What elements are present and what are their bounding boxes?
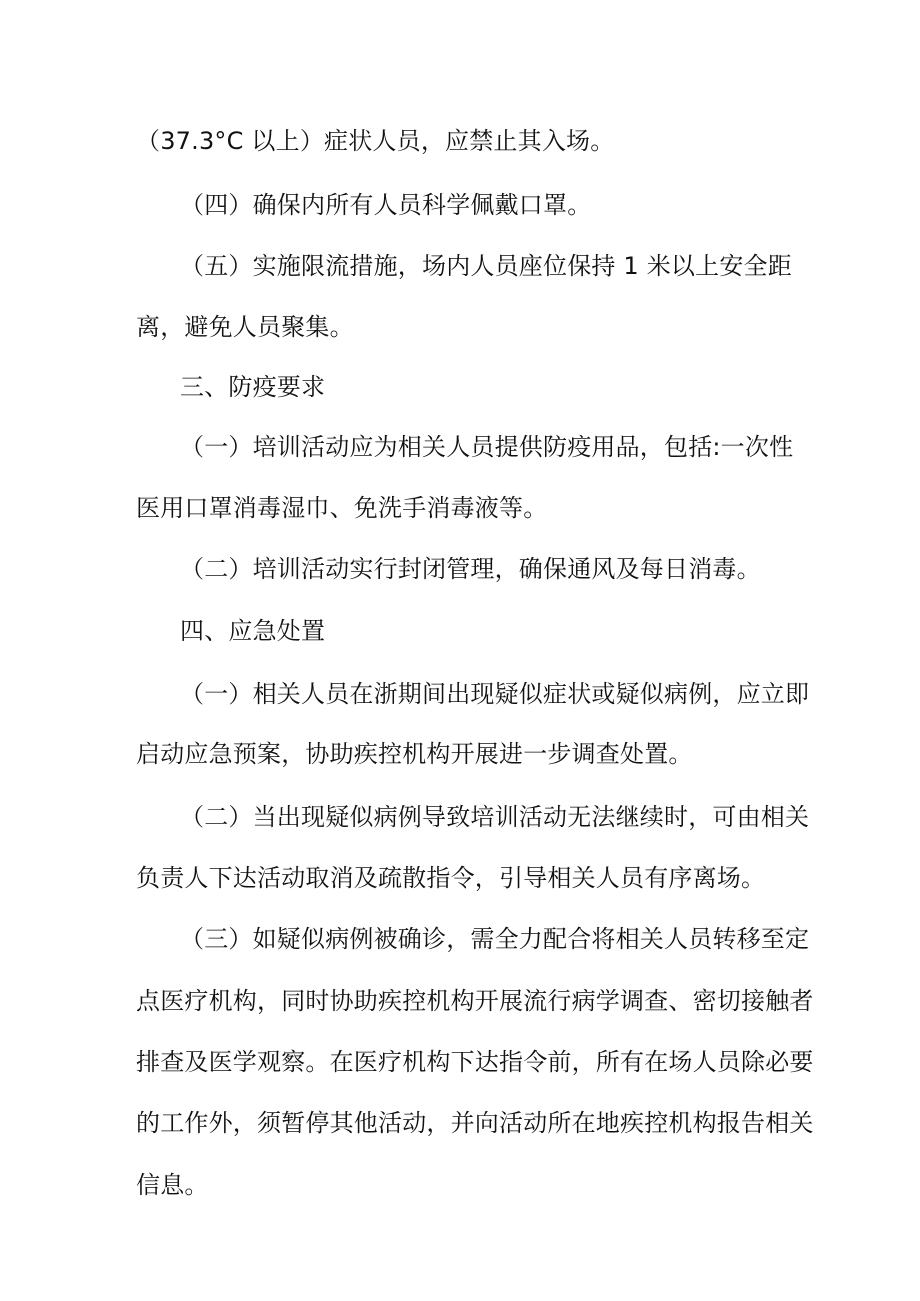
paragraph-line: （五）实施限流措施，场内人员座位保持 1 米以上安全距	[180, 252, 792, 280]
paragraph-line: （四）确保内所有人员科学佩戴口罩。	[180, 191, 592, 219]
paragraph-line: 排查及医学观察。在医疗机构下达指令前，所有在场人员除必要	[136, 1048, 814, 1076]
paragraph-line: 的工作外，须暂停其他活动，并向活动所在地疾控机构报告相关	[136, 1109, 814, 1137]
paragraph-line: （三）如疑似病例被确诊，需全力配合将相关人员转移至定	[180, 925, 810, 953]
paragraph-line: （一）培训活动应为相关人员提供防疫用品，包括:一次性	[180, 433, 794, 461]
paragraph-line: 负责人下达活动取消及疏散指令，引导相关人员有序离场。	[136, 864, 766, 892]
section-heading: 三、防疫要求	[180, 373, 326, 401]
paragraph-line: 启动应急预案，协助疾控机构开展进一步调查处置。	[136, 740, 693, 768]
paragraph-line: 医用口罩消毒湿巾、免洗手消毒液等。	[136, 494, 548, 522]
paragraph-line: （二）培训活动实行封闭管理，确保通风及每日消毒。	[180, 555, 761, 583]
paragraph-line: （37.3°C 以上）症状人员，应禁止其入场。	[136, 127, 615, 155]
section-heading: 四、应急处置	[180, 617, 326, 645]
paragraph-line: 离，避免人员聚集。	[136, 313, 354, 341]
paragraph-line: （一）相关人员在浙期间出现疑似症状或疑似病例，应立即	[180, 680, 810, 708]
paragraph-line: （二）当出现疑似病例导致培训活动无法继续时，可由相关	[180, 803, 810, 831]
paragraph-line: 点医疗机构，同时协助疾控机构开展流行病学调查、密切接触者	[136, 987, 814, 1015]
paragraph-line: 信息。	[136, 1171, 209, 1199]
